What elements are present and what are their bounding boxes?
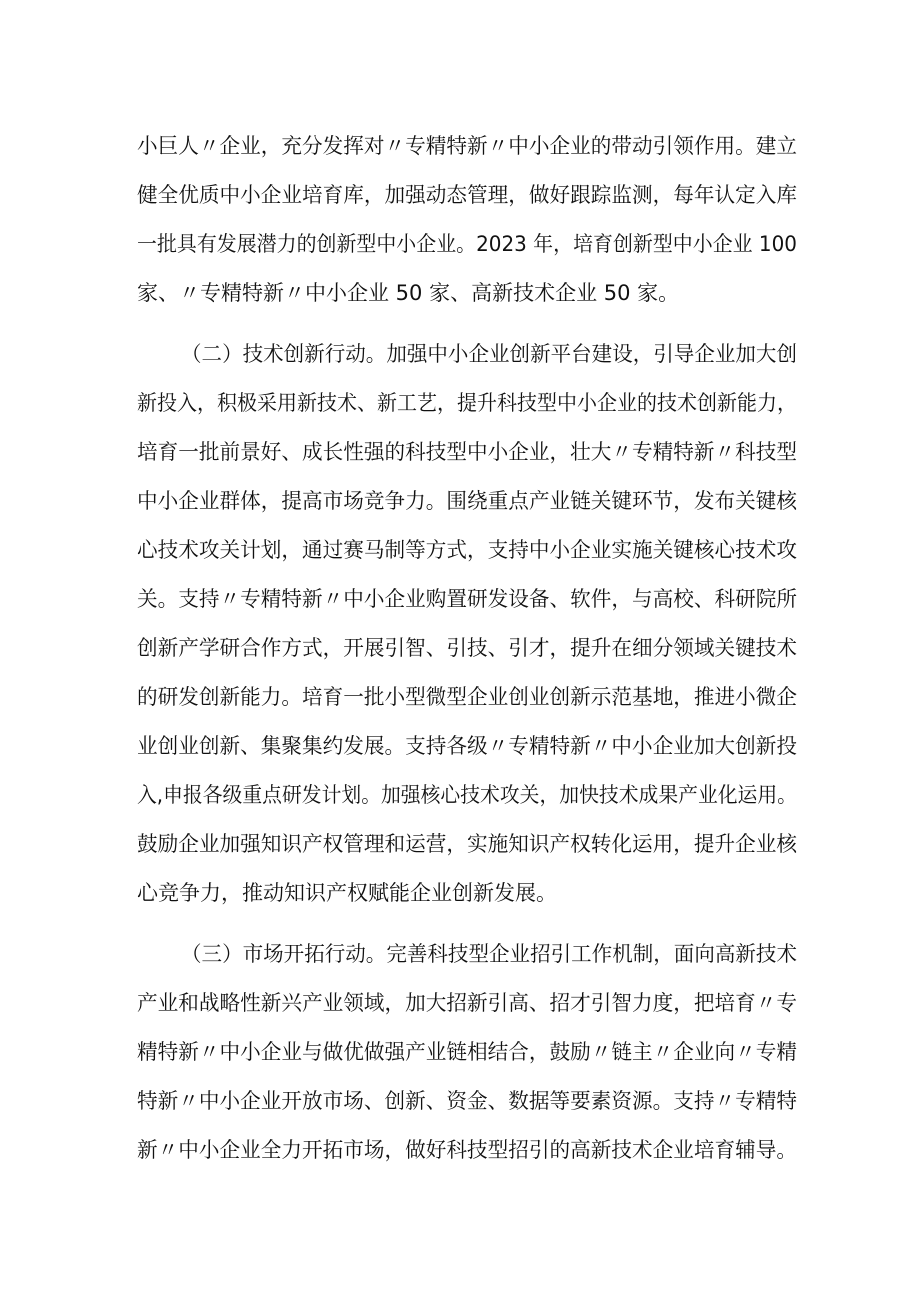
paragraph-1-line-1: 小巨人〃企业，充分发挥对〃专精特新〃中小企业的带动引领作用。建立 bbox=[137, 134, 797, 158]
paragraph-2-line-8: 的研发创新能力。培育一批小型微型企业创业创新示范基地，推进小微企 bbox=[137, 685, 797, 709]
paragraph-1-line-3: 一批具有发展潜力的创新型中小企业。2023 年，培育创新型中小企业 100 bbox=[137, 232, 797, 256]
paragraph-2-line-7: 创新产学研合作方式，开展引智、引技、引才，提升在细分领域关键技术 bbox=[137, 636, 797, 660]
paragraph-2-line-9: 业创业创新、集聚集约发展。支持各级〃专精特新〃中小企业加大创新投 bbox=[137, 734, 797, 758]
paragraph-2-line-6: 关。支持〃专精特新〃中小企业购置研发设备、软件，与高校、科研院所 bbox=[137, 587, 797, 611]
paragraph-2-line-5: 心技术攻关计划，通过赛马制等方式，支持中小企业实施关键核心技术攻 bbox=[137, 538, 797, 562]
paragraph-3-line-5: 新〃中小企业全力开拓市场，做好科技型招引的高新技术企业培育辅导。 bbox=[137, 1138, 797, 1162]
paragraph-2-line-4: 中小企业群体，提高市场竞争力。围绕重点产业链关键环节，发布关键核 bbox=[137, 489, 797, 513]
paragraph-3-line-2: 产业和战略性新兴产业领域，加大招新引高、招才引智力度，把培育〃专 bbox=[137, 991, 797, 1015]
paragraph-2-line-10: 入,申报各级重点研发计划。加强核心技术攻关，加快技术成果产业化运用。 bbox=[137, 783, 797, 807]
paragraph-3-line-1: （三）市场开拓行动。完善科技型企业招引工作机制，面向高新技术 bbox=[181, 942, 797, 966]
paragraph-1-line-4: 家、〃专精特新〃中小企业 50 家、高新技术企业 50 家。 bbox=[137, 281, 680, 305]
paragraph-1-line-2: 健全优质中小企业培育库，加强动态管理，做好跟踪监测，每年认定入库 bbox=[137, 183, 797, 207]
paragraph-3-line-4: 特新〃中小企业开放市场、创新、资金、数据等要素资源。支持〃专精特 bbox=[137, 1089, 797, 1113]
paragraph-2-line-11: 鼓励企业加强知识产权管理和运营，实施知识产权转化运用，提升企业核 bbox=[137, 832, 797, 856]
paragraph-2-line-12: 心竞争力，推动知识产权赋能企业创新发展。 bbox=[137, 881, 557, 905]
paragraph-2-line-3: 培育一批前景好、成长性强的科技型中小企业，壮大〃专精特新〃科技型 bbox=[137, 440, 797, 464]
paragraph-3-line-3: 精特新〃中小企业与做优做强产业链相结合，鼓励〃链主〃企业向〃专精 bbox=[137, 1040, 797, 1064]
paragraph-2-line-2: 新投入，积极采用新技术、新工艺，提升科技型中小企业的技术创新能力， bbox=[137, 391, 797, 415]
paragraph-2-line-1: （二）技术创新行动。加强中小企业创新平台建设，引导企业加大创 bbox=[181, 342, 797, 366]
